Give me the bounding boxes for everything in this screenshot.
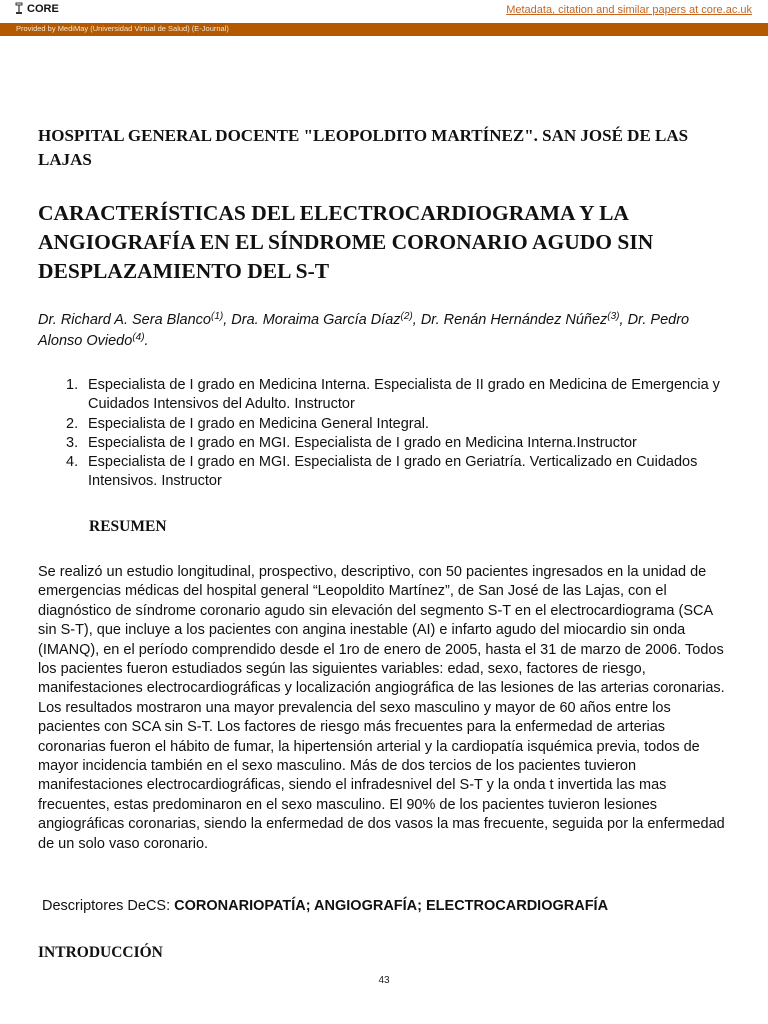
- author-name: Dr. Richard A. Sera Blanco: [38, 312, 211, 328]
- affiliation-text: Especialista de I grado en Medicina General Integral.: [88, 415, 429, 432]
- affiliation-number: 3.: [66, 434, 79, 451]
- affiliation-list: [38, 376, 728, 492]
- author-separator: ,: [619, 312, 628, 328]
- introduction-heading: INTRODUCCIÓN: [38, 944, 163, 961]
- author-ref: (1): [211, 311, 224, 322]
- descriptors: [42, 898, 608, 914]
- author-ref: (4): [132, 332, 145, 343]
- provided-by-bar: [0, 23, 768, 36]
- affiliation-item: [38, 453, 728, 492]
- core-header: [0, 0, 768, 22]
- author-name: Dr. Pedro Alonso Oviedo: [38, 312, 690, 349]
- hospital-name: HOSPITAL GENERAL DOCENTE "LEOPOLDITO MARTÍNEZ". SAN JOSÉ DE LAS LAJAS: [38, 126, 689, 169]
- descriptors-label: Descriptores DeCS:: [42, 898, 171, 914]
- author-ref: (2): [400, 311, 413, 322]
- author-ref: (3): [607, 311, 620, 322]
- core-logo-icon: [14, 2, 24, 15]
- affiliation-number: 1.: [66, 377, 79, 393]
- core-metadata-link[interactable]: Metadata, citation and similar papers at core.ac.uk: [506, 4, 752, 16]
- author-name: Dr. Renán Hernández Núñez: [420, 312, 608, 328]
- author-separator: ,: [223, 312, 232, 328]
- affiliation-text: Especialista de I grado en MGI. Especialista de I grado en Geriatría. Verticalizado en Cuidados Intensivos. Instructor: [88, 454, 698, 490]
- descriptors-terms: CORONARIOPATÍA; ANGIOGRAFÍA; ELECTROCARDIOGRAFÍA: [174, 898, 609, 914]
- affiliation-text: Especialista de I grado en Medicina Interna. Especialista de II grado en Medicina de Emergencia y Cuidados Intensivos del Adulto. Instructor: [88, 377, 720, 413]
- resumen-heading: RESUMEN: [89, 518, 167, 535]
- author-separator: .: [144, 333, 149, 349]
- affiliation-number: 2.: [66, 415, 79, 432]
- affiliation-item: [38, 376, 728, 415]
- affiliation-item: [38, 434, 728, 453]
- affiliation-text: Especialista de I grado en MGI. Especialista de I grado en Medicina Interna.Instructor: [88, 434, 637, 451]
- page-number: 43: [378, 975, 390, 986]
- author-list: [38, 310, 728, 352]
- paper-title: CARACTERÍSTICAS DEL ELECTROCARDIOGRAMA Y LA ANGIOGRAFÍA EN EL SÍNDROME CORONARIO AGUDO SIN DESPLAZAMIENTO DEL S-T: [38, 201, 654, 283]
- core-logo[interactable]: [14, 2, 59, 15]
- provided-by-text: Provided by MediMay (Universidad Virtual de Salud) (E-Journal): [16, 24, 229, 33]
- affiliation-number: 4.: [66, 454, 79, 471]
- affiliation-item: [38, 415, 728, 434]
- author-separator: ,: [412, 312, 421, 328]
- abstract-text: Se realizó un estudio longitudinal, prospectivo, descriptivo, con 50 pacientes ingresados en la unidad de emergencias médicas del hospital general “Leopoldito Martínez”, de San José de las Lajas, con el diagnóstico de síndrome coronario agudo sin elevación del segmento S-T en el electrocardiograma (SCA sin S-T), que incluye a los pacientes con angina inestable (AI) e infarto agudo del miocardio sin onda (IMANQ), en el período comprendido desde el 1ro de enero de 2005, hasta el 31 de marzo de 2006. Todos los pacientes fueron estudiados según las siguientes variables: edad, sexo, factores de riesgo, manifestaciones electrocardiográficas y localización angiográfica de las lesiones de las arterias coronarias. Los resultados mostraron una mayor prevalencia del sexo masculino y mayor de 60 años entre los pacientes con SCA sin S-T. Los factores de riesgo más frecuentes para la enfermedad de arterias coronarias fueron el hábito de fumar, la hipertensión arterial y la cardiopatía isquémica previa, todos de mayor incidencia también en el sexo masculino. Más de dos tercios de los pacientes tuvieron manifestaciones electrocardiográficas, siendo el infradesnivel del S-T y la onda t invertida las mas frecuentes, estas predominaron en el sexo masculino. El 90% de los pacientes tuvieron lesiones angiográficas coronarias, siendo la enfermedad de dos vasos la mas frecuente, seguida por la enfermedad de un solo vaso coronario.: [38, 564, 725, 852]
- author-name: Dra. Moraima García Díaz: [231, 312, 401, 328]
- core-logo-text: CORE: [27, 2, 59, 15]
